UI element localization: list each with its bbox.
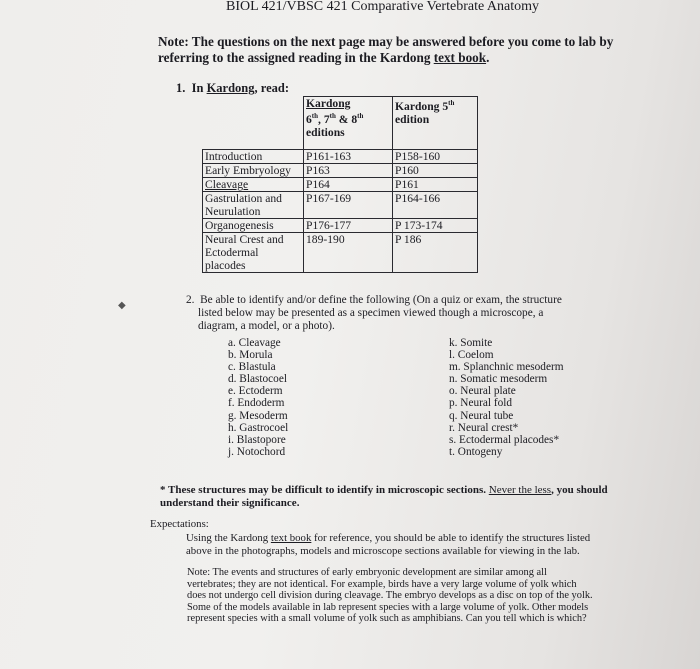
table-header-row [203,97,478,150]
list-item: e. Ectoderm [228,385,283,398]
table-cell-topic: Neural Crest and Ectodermal placodes [203,233,304,273]
table-cell-pages-5: P 173-174 [393,219,478,233]
table-cell-pages-678: P167-169 [304,192,393,219]
col2-title: Kardong 5th [395,99,455,113]
table-cell-topic: Organogenesis [203,219,304,233]
q1-suffix: , read: [254,81,290,95]
table-row [203,178,478,192]
col1-editions: 6th, 7th & 8th [306,112,364,126]
table-row [203,233,478,273]
page-header: BIOL 421/VBSC 421 Comparative Vertebrate Anatomy [226,0,540,14]
list-item: o. Neural plate [449,385,516,398]
list-item: f. Endoderm [228,397,285,410]
list-item: t. Ontogeny [449,445,503,458]
list-item: a. Cleavage [228,337,281,349]
col1-editions-line2: editions [306,125,345,139]
table-cell-topic: Early Embryology [203,164,304,178]
q1-number: 1. [176,81,186,95]
q2-line-3: diagram, a model, or a photo). [198,320,335,332]
table-cell-pages-5: P 186 [393,233,478,273]
exp-suffix: for reference, you should be able to identify the structures listed [311,532,591,544]
note-line-2 [158,50,613,66]
list-item: h. Gastrocoel [228,421,289,434]
table-cell-topic: Cleavage [203,178,304,192]
table-row [203,150,478,164]
list-item: r. Neural crest* [449,421,519,434]
list-item: c. Blastula [228,361,276,374]
note-textbook-link: text book [433,50,487,65]
exp-prefix: Using the Kardong [186,532,271,544]
expectations-title: Expectations: [150,518,209,530]
list-item: d. Blastocoel [228,373,287,386]
structure-list-right [449,337,564,458]
table-header-empty [203,97,304,150]
footnote-line-1 [160,484,608,497]
note-line-2-end: . [486,50,490,65]
table-cell-pages-5: P164-166 [393,192,478,219]
list-item: q. Neural tube [449,409,514,422]
table-cell-pages-678: 189-190 [304,233,393,273]
table-cell-pages-5: P160 [393,164,478,178]
q2-number: 2. [186,294,195,306]
embryo-note-line: represent species with a small volume of yolk such as amphibians. Can you tell which is which? [187,613,587,625]
q2-line-1 [186,294,562,307]
col2-sub: edition [395,112,430,126]
reading-table [202,96,478,273]
footnote-never-the-less: Never the less [488,484,552,496]
embryo-note [187,567,593,625]
list-item: k. Somite [449,337,493,349]
question-2 [186,294,562,333]
embryo-note-line: Some of the models available in lab represent species with a large volume of yolk. Other models [187,601,589,613]
table-header-kardong-678 [304,97,393,150]
table-cell-pages-5: P158-160 [393,150,478,164]
table-cell-pages-5: P161 [393,178,478,192]
table-cell-pages-678: P176-177 [304,219,393,233]
exp-textbook-link: text book [270,532,312,544]
expectations-line-1 [186,532,590,545]
list-item: b. Morula [228,349,273,362]
structure-list-left [228,337,288,458]
col1-title: Kardong [306,97,351,110]
list-item: s. Ectodermal placodes* [449,433,560,446]
list-item: l. Coelom [449,349,494,362]
margin-bullet-icon: ◆ [118,300,126,311]
question-1 [176,81,289,96]
q2-line-1-text: Be able to identify and/or define the following (On a quiz or exam, the structure [200,294,562,306]
list-item: n. Somatic mesoderm [449,373,548,386]
table-row [203,219,478,233]
table-cell-pages-678: P161-163 [304,150,393,164]
footnote-suffix: , you should [551,484,608,496]
list-item: i. Blastopore [228,433,286,446]
q1-kardong: Kardong [206,81,255,95]
table-cell-pages-678: P164 [304,178,393,192]
table-cell-pages-678: P163 [304,164,393,178]
list-item: j. Notochord [228,445,286,458]
list-item: g. Mesoderm [228,409,288,422]
footnote-prefix: * These structures may be difficult to identify in microscopic sections. [160,484,489,496]
note-line-1: Note: The questions on the next page may be answered before you come to lab by [158,34,614,49]
note-line-2-text: referring to the assigned reading in the Kardong [158,50,434,65]
q1-prefix: In [191,81,207,95]
embryo-note-line: Note: The events and structures of early embryonic development are similar among all [187,567,547,578]
embryo-note-line: vertebrates; they are not identical. For example, birds have a very large volume of yolk which [187,578,577,590]
q2-line-2: listed below may be presented as a specimen viewed though a microscope, a [198,307,544,319]
table-cell-topic: Gastrulation and Neurulation [203,192,304,219]
footnote [160,484,608,510]
reading-note [158,34,613,66]
footnote-line-2: understand their significance. [160,497,300,509]
list-item: m. Splanchnic mesoderm [449,361,564,374]
expectations-line-2: above in the photographs, models and microscope sections available for viewing in the lab. [186,545,580,557]
table-cell-topic: Introduction [203,150,304,164]
table-header-kardong-5 [393,97,478,150]
table-row [203,164,478,178]
expectations-text [186,532,590,558]
list-item: p. Neural fold [449,397,513,410]
table-row [203,192,478,219]
embryo-note-line: does not undergo cell division during cleavage. The embryo develops as a disc on top of the yolk. [187,590,593,602]
